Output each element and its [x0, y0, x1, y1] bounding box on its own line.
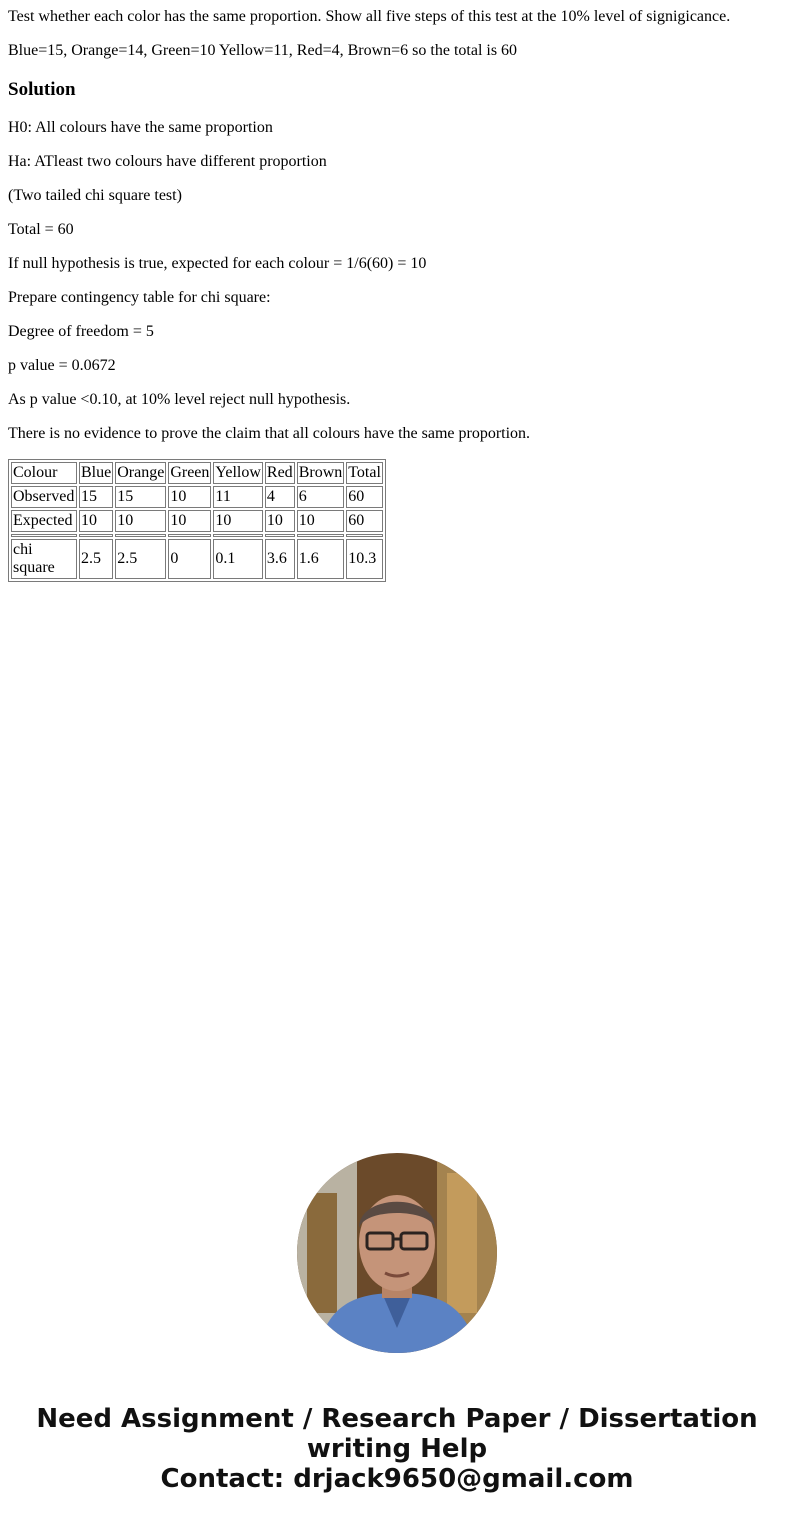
table-cell: 3.6 — [265, 539, 295, 579]
table-row-empty — [11, 534, 383, 537]
table-cell: Green — [168, 462, 211, 484]
table-cell: 10 — [168, 486, 211, 508]
table-cell: 10 — [265, 510, 295, 532]
table-cell: 2.5 — [115, 539, 166, 579]
table-cell: 11 — [213, 486, 263, 508]
conclusion-line: There is no evidence to prove the claim that all colours have the same proportion. — [8, 425, 531, 442]
null-hypothesis: H0: All colours have the same proportion — [8, 119, 273, 136]
table-cell: 10 — [115, 510, 166, 532]
table-cell: Brown — [297, 462, 345, 484]
table-cell: Expected — [11, 510, 77, 532]
promo-banner — [0, 1404, 794, 1494]
contact-email: Contact: drjack9650@gmail.com — [160, 1464, 634, 1494]
table-cell-empty — [168, 534, 211, 537]
decision-line: As p value <0.10, at 10% level reject null hypothesis. — [8, 391, 351, 408]
table-cell: 10 — [213, 510, 263, 532]
table-cell-empty — [297, 534, 345, 537]
table-cell: 10 — [79, 510, 113, 532]
test-type: (Two tailed chi square test) — [8, 187, 182, 204]
table-cell: 2.5 — [79, 539, 113, 579]
table-cell-empty — [346, 534, 383, 537]
table-cell-empty — [11, 534, 77, 537]
table-cell: 15 — [115, 486, 166, 508]
table-cell: Blue — [79, 462, 113, 484]
table-cell: 6 — [297, 486, 345, 508]
table-row — [11, 510, 383, 532]
total-line: Total = 60 — [8, 221, 74, 238]
table-header-row — [11, 462, 383, 484]
table-cell: 60 — [346, 510, 383, 532]
table-cell: 15 — [79, 486, 113, 508]
table-cell: 60 — [346, 486, 383, 508]
table-cell: Colour — [11, 462, 77, 484]
table-cell: 10 — [297, 510, 345, 532]
table-cell: Orange — [115, 462, 166, 484]
contingency-intro: Prepare contingency table for chi square: — [8, 289, 271, 306]
table-cell-empty — [265, 534, 295, 537]
table-cell: Observed — [11, 486, 77, 508]
table-row — [11, 539, 383, 579]
table-cell: 4 — [265, 486, 295, 508]
expected-line: If null hypothesis is true, expected for each colour = 1/6(60) = 10 — [8, 255, 427, 272]
banner-line: Need Assignment / Research Paper / Dissertation — [36, 1404, 758, 1434]
table-cell: Red — [265, 462, 295, 484]
table-cell-empty — [213, 534, 263, 537]
banner-line: writing Help — [306, 1434, 488, 1464]
table-cell: 0 — [168, 539, 211, 579]
solution-heading: Solution — [8, 79, 76, 100]
table-cell: 0.1 — [213, 539, 263, 579]
question-text: Test whether each color has the same proportion. Show all five steps of this test at the 10% level of signigicance. — [8, 8, 731, 25]
table-cell: 1.6 — [297, 539, 345, 579]
chi-square-table-wrapper — [8, 459, 386, 582]
table-cell: 10 — [168, 510, 211, 532]
table-cell: Total — [346, 462, 383, 484]
chi-square-table — [8, 459, 386, 582]
p-value: p value = 0.0672 — [8, 357, 116, 374]
table-cell: Yellow — [213, 462, 263, 484]
table-cell-empty — [79, 534, 113, 537]
degrees-of-freedom: Degree of freedom = 5 — [8, 323, 154, 340]
solution-steps — [8, 119, 530, 459]
avatar — [297, 1153, 497, 1353]
given-data-text: Blue=15, Orange=14, Green=10 Yellow=11, Red=4, Brown=6 so the total is 60 — [8, 42, 518, 59]
person-portrait-icon — [297, 1153, 497, 1353]
table-cell: 10.3 — [346, 539, 383, 579]
table-cell-empty — [115, 534, 166, 537]
table-row — [11, 486, 383, 508]
table-cell: chi square — [11, 539, 77, 579]
alternative-hypothesis: Ha: ATleast two colours have different proportion — [8, 153, 327, 170]
